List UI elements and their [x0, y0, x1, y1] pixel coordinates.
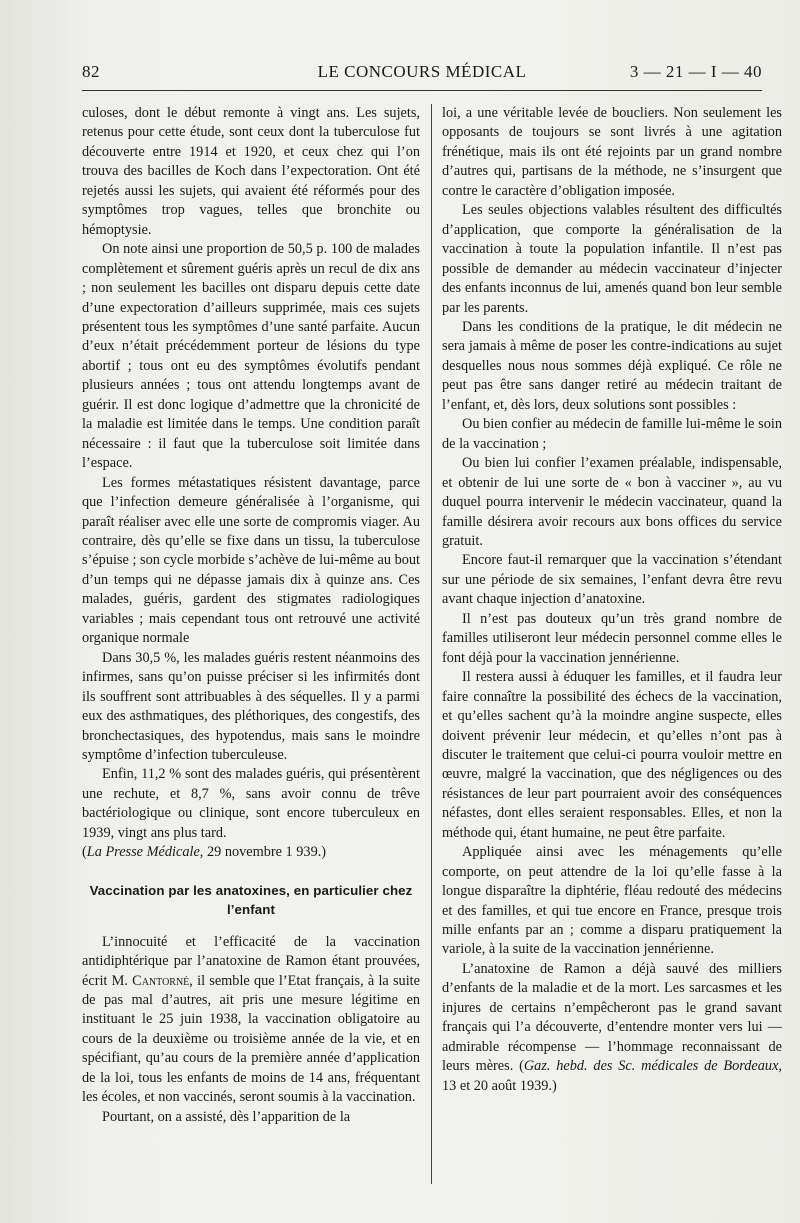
paragraph: Dans les conditions de la pratique, le dit médecin ne sera jamais à même de poser les contre-indications au sujet desquelles nous nous sommes déjà expliqué. Ce rôle ne peut pas être sans danger retiré au médecin traitant de l’enfant, et, dès lors, deux solutions sont possibles :	[442, 318, 782, 413]
paragraph-text: L’anatoxine de Ramon a déjà sauvé des milliers d’enfants de la maladie et de la mort. Les sarcasmes et les injures de certains n’empêcheront pas le grand savant français qui l’a découverte, d’entendre monter vers lui — admirable récompense — l’hommage reconnaissant de leurs mères. (	[442, 960, 782, 1075]
source-citation: , 29 novembre 1 939.)	[199, 844, 327, 861]
paragraph: Il restera aussi à éduquer les familles, et il faudra leur faire connaître la possibilité des échecs de la vaccination, et qu’elles sachent qu’à la moindre angine suspecte, elles doivent prévenir leur médecin, et qu’elles n’ont pas à discuter le traitement que celui-ci pourra vouloir mettre en œuvre, malgré la vaccination, que des négligences ou des résistances de leur part pourraient avoir des conséquences néfastes, dont elles seraient responsables. Elles, et non la méthode qui, étant humaine, ne peut être parfaite.	[442, 669, 782, 841]
paragraph: Il n’est pas douteux qu’un très grand nombre de familles utiliseront leur médecin personnel comme elles le font déjà pour la vaccination jennérienne.	[442, 610, 782, 666]
source-citation: , 13 et 20 août 1939.)	[442, 1058, 782, 1094]
paragraph: loi, a une véritable levée de boucliers. Non seulement les opposants de toujours se sont livrés à une agitation frénétique, mais ils ont été rejoints par un grand nombre d’autres qui, partisans de la méthode, ne s’insurgent que contre le caractère d’obligation imposée.	[442, 105, 782, 199]
paragraph: Les formes métastatiques résistent davantage, parce que l’infection demeure généralisée à l’organisme, qui paraît réaliser avec elle une sorte de compromis viager. Au contraire, dès qu’elle se fixe dans un tissu, la tuberculose s’épuise ; son cycle morbide s’achève de lui-même au bout d’un temps qui ne dépasse jamais dix à quinze ans. Ces malades, guéris, gardent des stigmates radiologiques variables ; mais cependant tous ont retrouvé une activité organique normale	[82, 474, 420, 647]
source-journal: Gaz. hebd. des Sc. médicales de Bordeaux	[523, 1058, 779, 1075]
paragraph-text: L’innocuité et l’efficacité de la vaccination antidiphtérique par l’anatoxine de Ramon étant prouvées, écrit M.	[82, 933, 420, 989]
author-name: Cantorné	[132, 972, 190, 989]
section-heading: Vaccination par les anatoxines, en particulier chez l’enfant	[89, 882, 413, 917]
paragraph: Les seules objections valables résultent des difficultés d’application, que comporte la généralisation de la vaccination à toute la population infantile. Il n’est pas possible de demander au médecin vaccinateur d’injecter des enfants inconnus de lui, amenés quand bon leur semble par les parents.	[442, 202, 782, 316]
right-column	[442, 104, 782, 1096]
left-column	[82, 104, 420, 1127]
paragraph: Encore faut-il remarquer que la vaccination s’étendant sur une période de six semaines, l’enfant devra être revu avant chaque injection d’anatoxine.	[442, 552, 782, 608]
journal-title: LE CONCOURS MÉDICAL	[317, 62, 527, 81]
paragraph-text: Enfin, 11,2 % sont des malades guéris, qui présentèrent une rechute, et 8,7 %, sans avoir connu de trêve bactériologique ou clinique, sont encore tuberculeux en 1939, vingt ans plus tard.	[82, 766, 420, 841]
paragraph: Appliquée ainsi avec les ménagements qu’elle comporte, on peut attendre de la loi qu’elle fasse à la longue disparaître la diphtérie, fléau redouté des médecins et des familles, et qui tue encore en France, presque trois mille enfants par an ; comme a disparu pratiquement la variole, à la suite de la vaccination jennérienne.	[442, 844, 782, 958]
paragraph: On note ainsi une proportion de 50,5 p. 100 de malades complètement et sûrement guéris après un recul de dix ans ; non seulement les bacilles ont disparu depuis cette date d’une expectoration d’ailleurs supprimée, mais ces sujets présentent tous les symptômes d’une santé parfaite. Aucun d’eux n’était précédemment porteur de lésions du type abortif ; tous ont eu des symptômes évolutifs pendant plusieurs années ; tous ont attendu longtemps avant de guérir. Il est donc logique d’admettre que la chronicité de la maladie est limitée dans le temps. Une condition paraît nécessaire : il faut que la tuberculose soit limitée dans l’espace.	[82, 241, 420, 472]
running-header	[82, 62, 762, 88]
paragraph-text: , il semble que l’Etat français, à la suite de pas mal d’autres, ait pris une mesure légitime en instituant le 25 juin 1938, la vaccination obligatoire au cours de la deuxième ou troisième année de la vie, et en spécifiant, qu’au cours de la première année d’application de la loi, tous les enfants de moins de 14 ans, fréquentant les écoles, et non vaccinés, seront soumis à la vaccination.	[82, 972, 420, 1106]
paragraph	[82, 933, 420, 1108]
paragraph: Ou bien lui confier l’examen préalable, indispensable, et obtenir de lui une sorte de « bon à vacciner », au vu duquel pourra intervenir le médecin vaccinateur, quand la famille désirera avoir recours aux bons offices du service gratuit.	[442, 455, 782, 549]
paragraph: Dans 30,5 %, les malades guéris restent néanmoins des infirmes, sans qu’on puisse préciser si les infirmités dont ils souffrent sont attribuables à des séquelles. Il y a parmi eux des asthmatiques, des pléthoriques, des congestifs, des bronchectasiques, des hypotendus, mais sans le moindre symptôme d’infection tuberculeuse.	[82, 649, 420, 763]
paragraph	[442, 960, 782, 1096]
header-rule	[82, 90, 762, 91]
source-journal: La Presse Médicale	[86, 844, 200, 861]
source-open: (	[82, 844, 87, 861]
page-number: 82	[82, 62, 100, 81]
paragraph	[82, 765, 420, 862]
paragraph: Ou bien confier au médecin de famille lui-même le soin de la vaccination ;	[442, 416, 782, 452]
issue-date: 3 — 21 — I — 40	[629, 62, 762, 81]
paragraph: culoses, dont le début remonte à vingt ans. Les sujets, retenus pour cette étude, sont ceux dont la tuberculose fut découverte entre 1914 et 1920, et ceux chez qui l’on trouva des bacilles de Koch dans l’expectoration. Ont été rejetés aussi les sujets, qui avaient été réformés pour des symptômes trop vagues, telles que bronchite ou hémoptysie.	[82, 105, 420, 238]
column-divider	[431, 104, 432, 1184]
paragraph: Pourtant, on a assisté, dès l’apparition de la	[102, 1108, 351, 1125]
